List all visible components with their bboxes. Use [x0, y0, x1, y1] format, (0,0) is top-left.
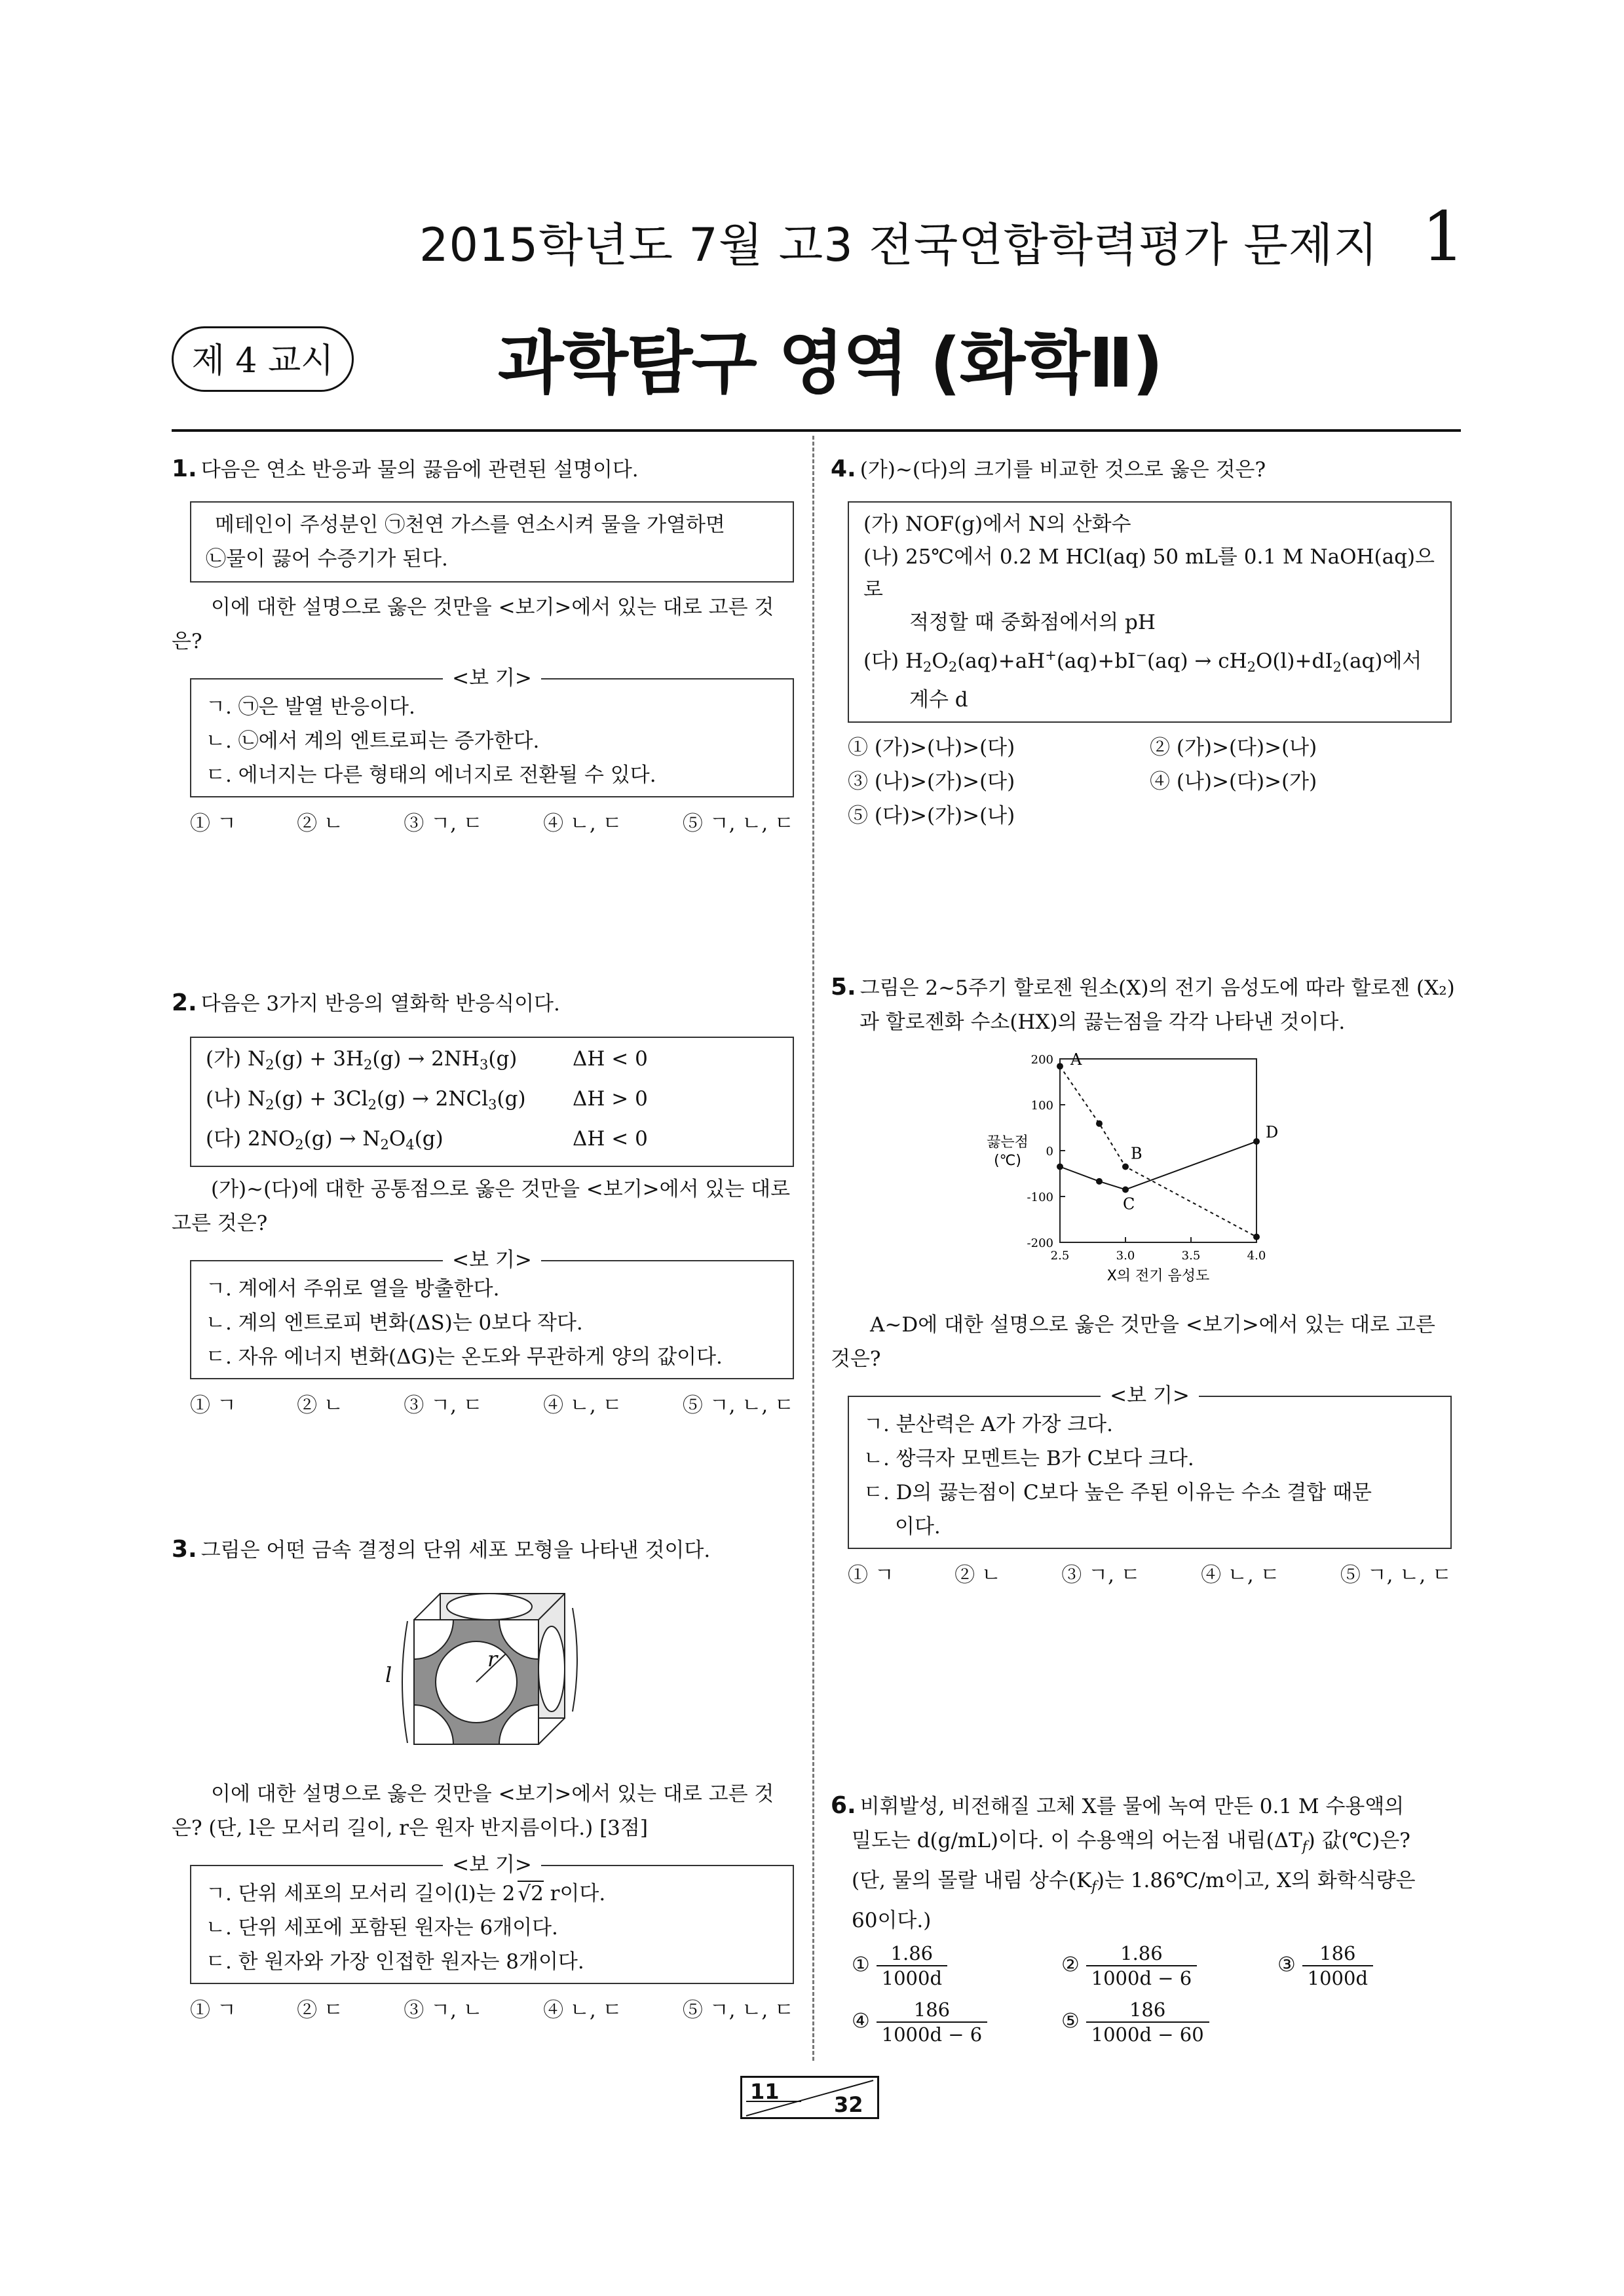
q1-bogi-item: ㄴ. ㉡에서 계의 엔트로피는 증가한다. — [206, 729, 540, 753]
question-4 — [831, 452, 1461, 833]
q1-passage-box — [190, 501, 794, 583]
point-label-a: A — [1070, 1050, 1082, 1069]
current-page: 11 — [750, 2079, 780, 2104]
q3-choice[interactable]: ② ㄷ — [297, 1999, 343, 2022]
q1-choice[interactable]: ④ ㄴ, ㄷ — [543, 812, 622, 835]
q1-stem: 다음은 연소 반응과 물의 끓음에 관련된 설명이다. — [200, 458, 639, 482]
q4-item-c: (다) $H_2O_2(aq)+aH^+(aq)+bI^-(aq) \to cH_2O(l)+dI_2(aq)$에서 — [863, 647, 1422, 675]
q5-question: A~D에 대한 설명으로 옳은 것만을 <보기>에서 있는 대로 고른 것은? — [831, 1313, 1435, 1371]
q6-choices — [852, 1942, 1461, 2046]
question-6 — [831, 1789, 1461, 2046]
data-point — [1122, 1187, 1129, 1193]
q1-choice[interactable]: ③ ㄱ, ㄷ — [404, 812, 483, 835]
q3-bogi-title: <보 기> — [443, 1853, 541, 1877]
q4-choice[interactable]: ① (가)>(나)>(다) — [848, 736, 1015, 759]
q6-stem-line2: 밀도는 d(g/mL)이다. 이 수용액의 어는점 내림$(\Delta T_f)$ 값(℃)은? — [852, 1829, 1410, 1854]
q5-choice[interactable]: ③ ㄱ, ㄷ — [1061, 1563, 1141, 1587]
point-label-c: C — [1123, 1195, 1135, 1214]
q3-choice[interactable]: ③ ㄱ, ㄴ — [404, 1999, 483, 2022]
q4-number: 4. — [831, 455, 856, 482]
x-tick-label: 4.0 — [1247, 1249, 1266, 1263]
question-1 — [172, 452, 801, 841]
boiling-point-chart — [942, 1046, 1283, 1308]
q3-choice[interactable]: ④ ㄴ, ㄷ — [543, 1999, 622, 2022]
q2-choice[interactable]: ① ㄱ — [190, 1394, 236, 1417]
x-axis-label: X의 전기 음성도 — [1106, 1268, 1210, 1284]
q2-choice[interactable]: ④ ㄴ, ㄷ — [543, 1394, 622, 1417]
x-tick-label: 2.5 — [1050, 1249, 1070, 1263]
point-label-b: B — [1131, 1144, 1142, 1163]
q2-bogi-title: <보 기> — [443, 1248, 541, 1272]
q4-choice[interactable]: ④ (나)>(다)>(가) — [1150, 770, 1317, 794]
data-point — [1096, 1178, 1103, 1185]
q5-number: 5. — [831, 974, 856, 1001]
q2-reaction-c: (다) $2NO_2(g) \to N_2O_4(g)$ ΔH < 0 — [206, 1127, 648, 1153]
q2-bogi-item: ㄱ. 계에서 주위로 열을 방출한다. — [206, 1277, 500, 1301]
q4-item-a: (가) NOF(g)에서 N의 산화수 — [863, 512, 1131, 536]
y-axis-label: 끓는점 — [987, 1134, 1029, 1151]
y-tick-label: 100 — [1030, 1099, 1053, 1113]
data-point — [1253, 1234, 1260, 1240]
header-rule — [172, 429, 1461, 432]
x-tick-label: 3.0 — [1116, 1249, 1135, 1263]
q4-item-b-cont: 적정할 때 중화점에서의 pH — [909, 611, 1156, 634]
data-point — [1057, 1063, 1063, 1069]
q3-choice[interactable]: ① ㄱ — [190, 1999, 236, 2022]
q1-choice[interactable]: ② ㄴ — [297, 812, 343, 835]
series-line-2 — [1060, 1141, 1256, 1190]
label-edge-length: l — [385, 1662, 392, 1687]
page-number: 1 — [1422, 197, 1465, 277]
q6-choice[interactable]: ④ $\frac{186}{1000d - 6}$ — [852, 1998, 1061, 2046]
q1-bogi-box — [190, 666, 794, 797]
q6-stem-line1: 비휘발성, 비전해질 고체 X를 물에 녹여 만든 0.1 M 수용액의 — [859, 1795, 1405, 1818]
q6-choice[interactable]: ① $\frac{1.86}{1000d}$ — [852, 1942, 1061, 1990]
q2-number: 2. — [172, 989, 197, 1016]
q5-choice[interactable]: ⑤ ㄱ, ㄴ, ㄷ — [1340, 1563, 1452, 1587]
q2-choice[interactable]: ③ ㄱ, ㄷ — [404, 1394, 483, 1417]
q4-choice[interactable]: ③ (나)>(가)>(다) — [848, 770, 1015, 794]
point-label-d: D — [1266, 1123, 1279, 1141]
q5-choice[interactable]: ② ㄴ — [954, 1563, 1001, 1587]
right-column — [831, 452, 1461, 2046]
column-divider — [812, 436, 814, 2061]
q5-bogi-box — [848, 1384, 1452, 1549]
q4-item-b: (나) 25℃에서 0.2 M HCl(aq) 50 mL를 0.1 M NaOH(aq)으로 — [863, 545, 1435, 602]
q1-question: 이에 대한 설명으로 옳은 것만을 <보기>에서 있는 대로 고른 것은? — [172, 596, 774, 653]
data-point — [1253, 1138, 1260, 1145]
chart-svg — [942, 1046, 1283, 1308]
x-tick-label: 3.5 — [1181, 1249, 1201, 1263]
q4-item-box — [848, 501, 1452, 723]
q6-stem-line3: (단, 물의 몰랄 내림 상수$(K_f)$는 1.86℃/m이고, X의 화학식량은 — [852, 1869, 1416, 1894]
q2-reaction-a: (가) $N_2(g) + 3H_2(g) \to 2NH_3(g)$ ΔH < 0 — [206, 1047, 648, 1073]
q5-bogi-item: ㄴ. 쌍극자 모멘트는 B가 C보다 크다. — [863, 1447, 1194, 1470]
q1-choice[interactable]: ① ㄱ — [190, 812, 236, 835]
q2-bogi-item: ㄴ. 계의 엔트로피 변화(ΔS)는 0보다 작다. — [206, 1311, 583, 1335]
q2-choices — [190, 1388, 794, 1423]
exam-title: 2015학년도 7월 고3 전국연합학력평가 문제지 — [419, 218, 1379, 272]
q6-choice[interactable]: ⑤ $\frac{186}{1000d - 60}$ — [1061, 1998, 1277, 2046]
page-counter — [740, 2076, 879, 2119]
q6-choice[interactable]: ② $\frac{1.86}{1000d - 6}$ — [1061, 1942, 1277, 1990]
q5-choices — [848, 1558, 1452, 1592]
unit-cell-figure — [385, 1580, 584, 1757]
question-3 — [172, 1533, 801, 2027]
subject-title: 과학탐구 영역 (화학Ⅱ) — [498, 323, 1162, 403]
series-line-1 — [1060, 1066, 1256, 1236]
q6-stem-line4: 60이다.) — [852, 1909, 932, 1932]
q3-bogi-box — [190, 1853, 794, 1984]
q5-stem: 그림은 2~5주기 할로젠 원소(X)의 전기 음성도에 따라 할로젠 (X₂)과 할로젠화 수소(HX)의 끓는점을 각각 나타낸 것이다. — [859, 976, 1455, 1034]
q4-item-c-cont: 계수 d — [909, 688, 968, 712]
q1-number: 1. — [172, 455, 197, 482]
q2-question: (가)~(다)에 대한 공통점으로 옳은 것만을 <보기>에서 있는 대로 고른 것은? — [172, 1177, 791, 1235]
label-radius: r — [487, 1647, 498, 1672]
q2-bogi-box — [190, 1248, 794, 1379]
q1-bogi-item: ㄱ. ㉠은 발열 반응이다. — [206, 695, 415, 719]
q3-number: 3. — [172, 1536, 197, 1563]
q3-bogi-item: ㄴ. 단위 세포에 포함된 원자는 6개이다. — [206, 1916, 558, 1940]
q5-bogi-item-cont: 이다. — [895, 1515, 941, 1539]
y-axis-unit: (℃) — [994, 1153, 1021, 1169]
q3-choice[interactable]: ⑤ ㄱ, ㄴ, ㄷ — [682, 1999, 794, 2022]
q3-bogi-item: ㄱ. 단위 세포의 모서리 길이(l)는 2 √2 r이다. — [206, 1882, 606, 1905]
y-tick-label: 0 — [1046, 1145, 1053, 1158]
q5-bogi-item: ㄷ. D의 끓는점이 C보다 높은 주된 이유는 수소 결합 때문 — [863, 1481, 1372, 1504]
left-column — [172, 452, 801, 2027]
q1-choice[interactable]: ⑤ ㄱ, ㄴ, ㄷ — [682, 812, 794, 835]
q4-choice[interactable]: ② (가)>(다)>(나) — [1150, 736, 1317, 759]
q2-choice[interactable]: ② ㄴ — [297, 1394, 343, 1417]
plot-frame — [1060, 1059, 1256, 1242]
question-2 — [172, 986, 801, 1423]
q6-number: 6. — [831, 1792, 856, 1819]
q4-stem: (가)~(다)의 크기를 비교한 것으로 옳은 것은? — [859, 458, 1266, 482]
total-pages: 32 — [834, 2092, 863, 2117]
q3-choices — [190, 1993, 794, 2027]
data-point — [1096, 1120, 1103, 1127]
q2-stem: 다음은 3가지 반응의 열화학 반응식이다. — [200, 992, 560, 1016]
q1-bogi-title: <보 기> — [443, 666, 541, 690]
unit-cell-diagram — [388, 1580, 584, 1757]
q5-bogi-title: <보 기> — [1101, 1384, 1199, 1407]
q5-choice[interactable]: ① ㄱ — [848, 1563, 894, 1587]
q5-choice[interactable]: ④ ㄴ, ㄷ — [1201, 1563, 1280, 1587]
q5-bogi-item: ㄱ. 분산력은 A가 가장 크다. — [863, 1413, 1113, 1436]
q2-reaction-b: (나) $N_2(g) + 3Cl_2(g) \to 2NCl_3(g)$ ΔH > 0 — [206, 1087, 648, 1113]
q2-choice[interactable]: ⑤ ㄱ, ㄴ, ㄷ — [682, 1394, 794, 1417]
q3-stem: 그림은 어떤 금속 결정의 단위 세포 모형을 나타낸 것이다. — [200, 1539, 711, 1562]
period-badge: 제 4 교시 — [172, 326, 354, 392]
q4-choice[interactable]: ⑤ (다)>(가)>(나) — [848, 804, 1015, 828]
q1-passage-line1: 메테인이 주성분인 ㉠천연 가스를 연소시켜 물을 가열하면 — [215, 513, 725, 537]
q3-bogi-item: ㄷ. 한 원자와 가장 인접한 원자는 8개이다. — [206, 1950, 584, 1974]
q1-passage-line2: ㉡물이 끓어 수증기가 된다. — [206, 547, 448, 571]
question-5 — [831, 970, 1461, 1592]
q2-bogi-item: ㄷ. 자유 에너지 변화(ΔG)는 온도와 무관하게 양의 값이다. — [206, 1345, 723, 1369]
q2-reaction-box — [190, 1037, 794, 1167]
q6-choice[interactable]: ③ $\frac{186}{1000d}$ — [1277, 1942, 1474, 1990]
data-point — [1057, 1164, 1063, 1170]
q1-bogi-item: ㄷ. 에너지는 다른 형태의 에너지로 전환될 수 있다. — [206, 763, 656, 787]
y-tick-label: -100 — [1027, 1191, 1053, 1204]
q1-choices — [190, 807, 794, 841]
q3-question: 이에 대한 설명으로 옳은 것만을 <보기>에서 있는 대로 고른 것은? (단, l은 모서리 길이, r은 원자 반지름이다.) [3점] — [172, 1782, 774, 1840]
y-tick-label: -200 — [1027, 1236, 1053, 1250]
q4-choices — [848, 731, 1452, 833]
data-point — [1122, 1164, 1129, 1170]
y-tick-label: 200 — [1030, 1053, 1053, 1067]
